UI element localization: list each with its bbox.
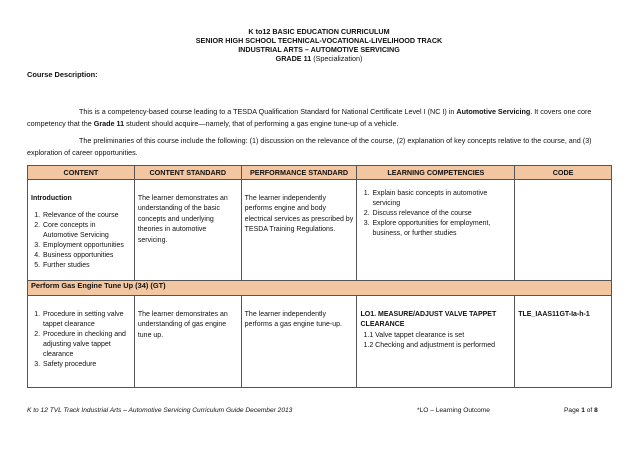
header-content-standard: CONTENT STANDARD <box>134 166 241 180</box>
intro-content-cell <box>28 180 135 281</box>
para1-bold-2: Grade 11 <box>93 118 125 128</box>
intro-code-cell <box>515 180 612 281</box>
course-description-paragraph-1 <box>27 106 611 129</box>
list-item: 2. Discuss relevance of the course <box>371 209 511 219</box>
gt-content-standard-cell <box>134 296 241 388</box>
gt-content-cell <box>28 296 135 388</box>
intro-competencies-cell <box>357 180 515 281</box>
intro-competencies-list <box>360 189 511 239</box>
list-item: 5. Further studies <box>42 261 131 271</box>
list-item: 3. Employment opportunities <box>42 241 131 251</box>
list-item: 4. Business opportunities <box>42 251 131 261</box>
gt-performance-standard-cell <box>241 296 357 388</box>
page-of-label: of <box>584 407 595 414</box>
list-item: 2. Core concepts in Automotive Servicing <box>42 221 131 241</box>
gt-content-list <box>31 310 131 370</box>
header-performance-standard: PERFORMANCE STANDARD <box>241 166 357 180</box>
para1-text-1: This is a competency-based course leading to a TESDA Qualification Standard for National Certificate Level I (NC I) in <box>79 107 457 116</box>
gt-performance-standard: The learner independently performs a gas engine tune-up. <box>244 311 342 329</box>
curriculum-table <box>27 165 612 388</box>
course-description-label: Course Description: <box>27 70 98 79</box>
table-row-gas-engine-tune-up <box>28 296 612 388</box>
intro-content-title: Introduction <box>31 195 72 202</box>
intro-content-standard-cell <box>134 180 241 281</box>
list-item: 1. Relevance of the course <box>42 211 131 221</box>
header-line-1: K to12 BASIC EDUCATION CURRICULUM <box>248 27 390 36</box>
grade-label: GRADE 11 <box>275 54 312 63</box>
list-item: 1. Explain basic concepts in automotive servicing <box>371 189 511 209</box>
list-item: 2. Procedure in checking and adjusting valve tappet clearance <box>42 330 131 360</box>
grade-specialization: (Specialization) <box>311 54 363 63</box>
intro-content-list <box>31 211 131 271</box>
gt-content-standard: The learner demonstrates an understanding of gas engine tune up. <box>137 311 228 339</box>
section-row-gas-engine-tune-up <box>28 281 612 296</box>
page-total: 8 <box>594 407 598 414</box>
intro-performance-standard: The learner independently performs engine and body electrical services as prescribed by TESDA Training Regulations. <box>244 195 354 234</box>
header-line-3: INDUSTRIAL ARTS – AUTOMOTIVE SERVICING <box>238 45 400 54</box>
header-line-4 <box>0 54 638 63</box>
list-item: 3. Safety procedure <box>42 360 131 370</box>
gt-code-cell <box>515 296 612 388</box>
para1-bold-1: Automotive Servicing <box>456 107 531 116</box>
footer-lo-note: *LO – Learning Outcome <box>417 407 490 414</box>
learning-outcome-title: LO1. MEASURE/ADJUST VALVE TAPPET CLEARANCE <box>360 311 497 329</box>
footer-page-number <box>564 407 598 414</box>
list-item: 3. Explore opportunities for employment, business, or further studies <box>371 219 511 239</box>
para1-text-2: . It covers one core competency that the <box>27 107 592 128</box>
table-header-row <box>28 166 612 180</box>
page-label: Page <box>564 407 582 414</box>
learning-outcome-item: 1.2 Checking and adjustment is performed <box>363 342 496 350</box>
header-learning-competencies: LEARNING COMPETENCIES <box>357 166 515 180</box>
footer-document-title: K to 12 TVL Track Industrial Arts – Automotive Servicing Curriculum Guide December 2013 <box>27 407 293 414</box>
section-title: Perform Gas Engine Tune Up (34) (GT) <box>28 281 612 296</box>
header-content: CONTENT <box>28 166 135 180</box>
header-code: CODE <box>515 166 612 180</box>
course-description-paragraph-2: The preliminaries of this course include the following: (1) discussion on the relevance of the course, (2) explanation of key concepts relative to the course, and (3) exploration of career opportunities. <box>27 136 592 157</box>
competency-code: TLE_IAAS11GT-Ia-h-1 <box>518 311 590 318</box>
intro-content-standard: The learner demonstrates an understanding of the basic concepts and underlying theories in automotive servicing. <box>137 195 228 244</box>
intro-performance-standard-cell <box>241 180 357 281</box>
header-line-2: SENIOR HIGH SCHOOL TECHNICAL-VOCATIONAL-LIVELIHOOD TRACK <box>195 36 443 45</box>
list-item: 1. Procedure in setting valve tappet clearance <box>42 310 131 330</box>
page-current: 1 <box>581 407 585 414</box>
table-row-introduction <box>28 180 612 281</box>
learning-outcome-item: 1.1 Valve tappet clearance is set <box>363 331 465 339</box>
gt-competencies-cell <box>357 296 515 388</box>
para1-text-3: student should acquire—namely, that of performing a gas engine tune-up of a vehicle. <box>124 118 399 128</box>
